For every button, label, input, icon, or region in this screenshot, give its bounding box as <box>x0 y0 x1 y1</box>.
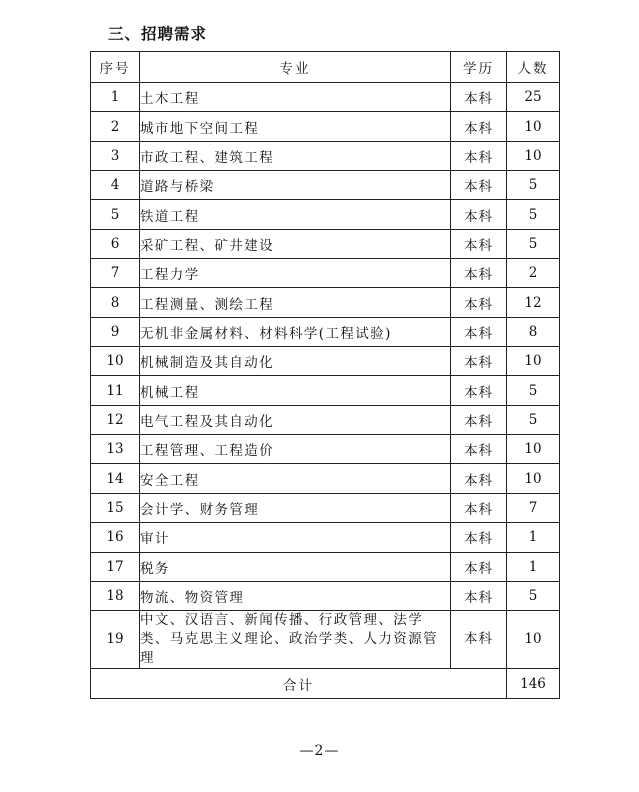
row-major: 工程管理、工程造价 <box>140 435 451 464</box>
row-count: 10 <box>507 611 560 669</box>
row-degree: 本科 <box>451 376 507 405</box>
row-no: 7 <box>91 259 140 288</box>
row-major: 无机非金属材料、材料科学(工程试验) <box>140 317 451 346</box>
header-major: 专业 <box>140 52 451 83</box>
row-no: 8 <box>91 288 140 317</box>
table-row <box>91 493 560 522</box>
table-row <box>91 405 560 434</box>
row-no: 14 <box>91 464 140 493</box>
table-row <box>91 288 560 317</box>
row-no: 6 <box>91 229 140 258</box>
table-row <box>91 83 560 112</box>
table-row <box>91 317 560 346</box>
total-label: 合计 <box>91 669 507 699</box>
row-degree: 本科 <box>451 259 507 288</box>
row-count: 10 <box>507 435 560 464</box>
header-count: 人数 <box>507 52 560 83</box>
table-row <box>91 552 560 581</box>
row-count: 8 <box>507 317 560 346</box>
row-count: 5 <box>507 376 560 405</box>
row-major: 道路与桥梁 <box>140 171 451 200</box>
row-major: 机械工程 <box>140 376 451 405</box>
row-no: 16 <box>91 523 140 552</box>
row-degree: 本科 <box>451 435 507 464</box>
page-number: —2— <box>299 743 340 759</box>
row-degree: 本科 <box>451 405 507 434</box>
row-no: 2 <box>91 112 140 141</box>
row-count: 5 <box>507 581 560 610</box>
table-row <box>91 171 560 200</box>
row-count: 10 <box>507 347 560 376</box>
row-degree: 本科 <box>451 523 507 552</box>
row-major: 采矿工程、矿井建设 <box>140 229 451 258</box>
row-major: 会计学、财务管理 <box>140 493 451 522</box>
row-degree: 本科 <box>451 83 507 112</box>
row-degree: 本科 <box>451 112 507 141</box>
row-no: 19 <box>91 611 140 669</box>
row-major: 安全工程 <box>140 464 451 493</box>
total-row <box>91 669 560 699</box>
row-count: 10 <box>507 112 560 141</box>
row-no: 9 <box>91 317 140 346</box>
row-count: 5 <box>507 200 560 229</box>
row-no: 12 <box>91 405 140 434</box>
row-no: 17 <box>91 552 140 581</box>
row-count: 12 <box>507 288 560 317</box>
row-major: 工程测量、测绘工程 <box>140 288 451 317</box>
row-count: 25 <box>507 83 560 112</box>
row-no: 11 <box>91 376 140 405</box>
table-row <box>91 112 560 141</box>
row-major: 土木工程 <box>140 83 451 112</box>
row-count: 5 <box>507 405 560 434</box>
row-major: 工程力学 <box>140 259 451 288</box>
row-no: 1 <box>91 83 140 112</box>
row-no: 4 <box>91 171 140 200</box>
table-row <box>91 347 560 376</box>
row-degree: 本科 <box>451 493 507 522</box>
table-row <box>91 435 560 464</box>
row-degree: 本科 <box>451 141 507 170</box>
table-row <box>91 229 560 258</box>
row-major: 物流、物资管理 <box>140 581 451 610</box>
header-no: 序号 <box>91 52 140 83</box>
row-no: 18 <box>91 581 140 610</box>
row-degree: 本科 <box>451 581 507 610</box>
table-row <box>91 581 560 610</box>
row-major: 中文、汉语言、新闻传播、行政管理、法学类、马克思主义理论、政治学类、人力资源管理 <box>140 611 451 669</box>
row-count: 7 <box>507 493 560 522</box>
row-degree: 本科 <box>451 171 507 200</box>
row-count: 5 <box>507 229 560 258</box>
row-degree: 本科 <box>451 464 507 493</box>
row-count: 1 <box>507 523 560 552</box>
row-degree: 本科 <box>451 611 507 669</box>
row-major: 铁道工程 <box>140 200 451 229</box>
row-count: 1 <box>507 552 560 581</box>
row-degree: 本科 <box>451 552 507 581</box>
row-degree: 本科 <box>451 347 507 376</box>
row-major: 审计 <box>140 523 451 552</box>
table-row <box>91 141 560 170</box>
table-row <box>91 259 560 288</box>
row-count: 10 <box>507 141 560 170</box>
row-major: 机械制造及其自动化 <box>140 347 451 376</box>
row-degree: 本科 <box>451 317 507 346</box>
row-count: 10 <box>507 464 560 493</box>
recruitment-table <box>90 51 560 699</box>
row-no: 13 <box>91 435 140 464</box>
section-heading: 三、招聘需求 <box>108 25 208 43</box>
row-major: 市政工程、建筑工程 <box>140 141 451 170</box>
total-count: 146 <box>507 669 560 699</box>
row-major: 城市地下空间工程 <box>140 112 451 141</box>
row-count: 2 <box>507 259 560 288</box>
table-header-row <box>91 52 560 83</box>
table-row <box>91 464 560 493</box>
row-degree: 本科 <box>451 288 507 317</box>
row-degree: 本科 <box>451 200 507 229</box>
row-no: 3 <box>91 141 140 170</box>
table-row <box>91 376 560 405</box>
row-no: 5 <box>91 200 140 229</box>
row-major: 税务 <box>140 552 451 581</box>
header-degree: 学历 <box>451 52 507 83</box>
row-count: 5 <box>507 171 560 200</box>
table-row <box>91 200 560 229</box>
row-major: 电气工程及其自动化 <box>140 405 451 434</box>
row-no: 15 <box>91 493 140 522</box>
table-row <box>91 523 560 552</box>
row-degree: 本科 <box>451 229 507 258</box>
table-row <box>91 611 560 669</box>
row-no: 10 <box>91 347 140 376</box>
